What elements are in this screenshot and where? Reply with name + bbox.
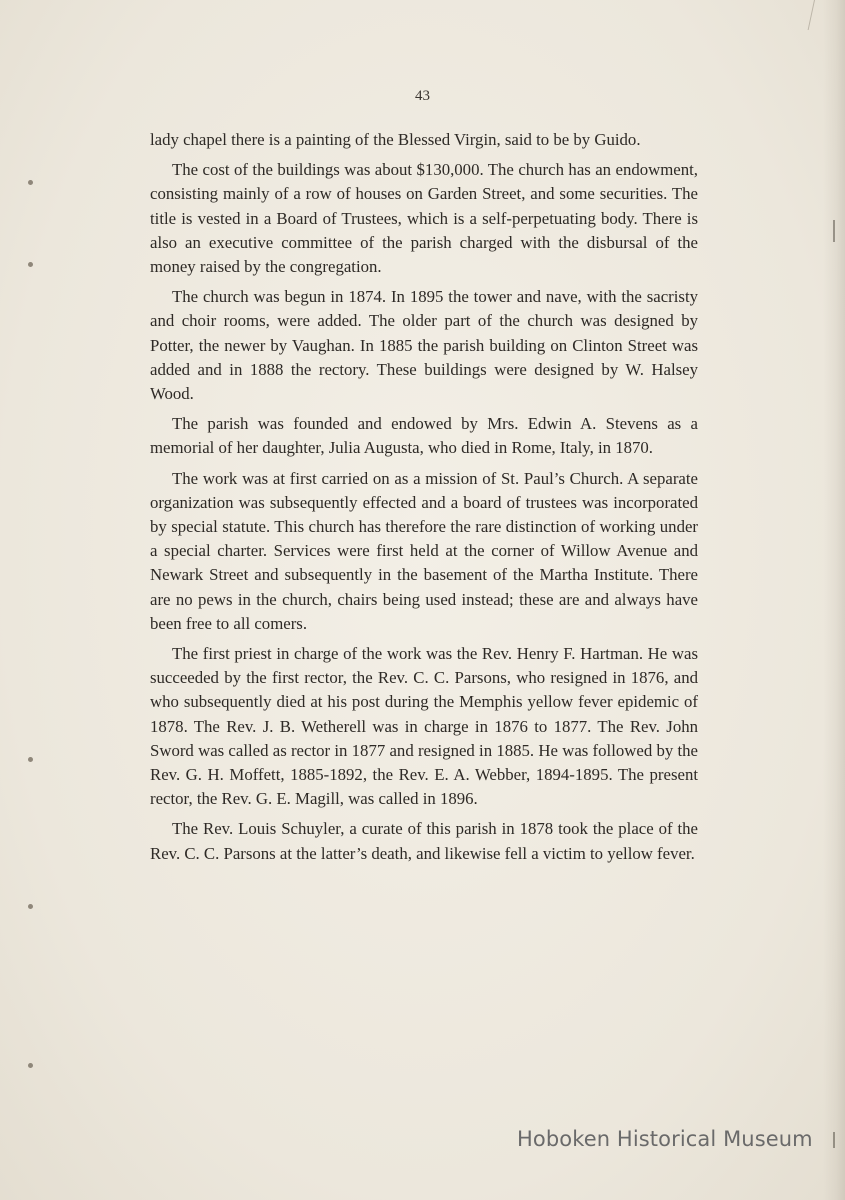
paragraph: The Rev. Louis Schuyler, a curate of this parish in 1878 took the place of the Rev. C. C. Parsons at the latter’s death, and likewise fell a victim to yellow fever. [150,819,698,863]
museum-watermark: Hoboken Historical Museum [517,1127,813,1151]
paragraph: The church was begun in 1874. In 1895 the tower and nave, with the sacristy and choir rooms, were added. The older part of the church was designed by Potter, the newer by Vaughan. In 1885 the parish building on Clinton Street was added and in 1888 the rectory. These buildings were designed by W. Halsey Wood. [150,287,698,404]
binding-hole [28,180,33,185]
paragraph: The work was at first carried on as a mission of St. Paul’s Church. A separate organization was subsequently effected and a board of trustees was incorporated by special statute. This church has therefore the rare distinction of working under a special charter. Services were first held at the corner of Willow Avenue and Newark Street and subsequently in the basement of the Martha Institute. There are no pews in the church, chairs being used instead; these are and always have been free to all comers. [150,468,698,633]
page-corner-fold [808,0,845,30]
binding-hole [28,1063,33,1068]
paragraph: lady chapel there is a painting of the Blessed Virgin, said to be by Guido. [150,130,641,149]
binding-hole [28,262,33,267]
binding-hole [28,757,33,762]
body-text [150,128,698,872]
binding-hole [28,904,33,909]
edge-mark [833,220,835,242]
paragraph: The first priest in charge of the work was the Rev. Henry F. Hartman. He was succeeded by the first rector, the Rev. C. C. Parsons, who resigned in 1876, and who subsequently died at his post during the Memphis yellow fever epidemic of 1878. The Rev. J. B. Wetherell was in charge in 1876 to 1877. The Rev. John Sword was called as rector in 1877 and resigned in 1885. He was followed by the Rev. G. H. Moffett, 1885-1892, the Rev. E. A. Webber, 1894-1895. The present rector, the Rev. G. E. Magill, was called in 1896. [150,644,698,809]
paragraph: The parish was founded and endowed by Mrs. Edwin A. Stevens as a memorial of her daughter, Julia Augusta, who died in Rome, Italy, in 1870. [150,414,698,458]
edge-mark [833,1132,835,1148]
page-edge-shadow [823,0,845,1200]
page-number: 43 [415,88,430,104]
paragraph: The cost of the buildings was about $130,000. The church has an endowment, consisting mainly of a row of houses on Garden Street, and some securities. The title is vested in a Board of Trustees, which is a self-perpetuating body. There is also an executive committee of the parish charged with the disbursal of the money raised by the congregation. [150,160,698,277]
